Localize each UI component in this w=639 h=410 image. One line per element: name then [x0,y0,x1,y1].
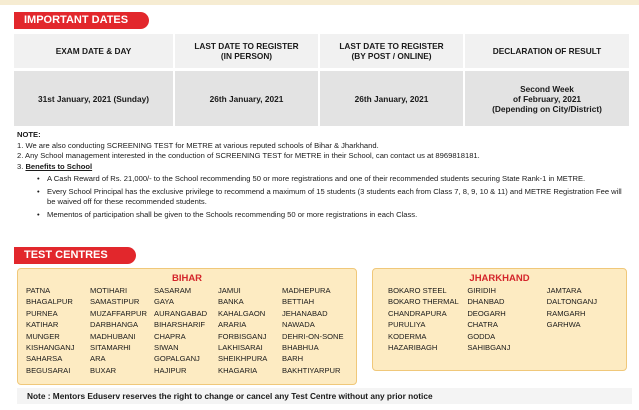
centre-name: BUXAR [90,365,117,375]
header-line: DECLARATION OF RESULT [492,46,602,56]
test-centres-banner: TEST CENTRES [14,247,136,264]
centre-name: KISHANGANJ [26,343,75,353]
value-register-in-person [174,71,319,126]
notes-section [17,130,632,222]
top-strip [0,0,639,5]
centre-name: LAKHISARAI [218,343,263,353]
centre-name: JAMTARA [546,286,582,295]
bihar-centres-panel [17,268,357,385]
benefits-title: Benefits to School [25,161,93,171]
header-register-in-person [174,34,319,68]
centre-name: SASARAM [154,286,192,295]
centre-name: BOKARO STEEL [388,286,447,295]
header-line: LAST DATE TO REGISTER [339,41,444,51]
centre-name: BARH [282,354,304,364]
centre-name: BEGUSARAI [26,365,71,375]
centre-name: KODERMA [388,331,427,341]
value-line: Second Week [520,83,574,94]
header-result-declaration [464,34,629,68]
centre-name: BIHARSHARIF [154,320,206,330]
centre-name: BAKHTIYARPUR [282,365,341,375]
header-line: (BY POST / ONLINE) [351,51,432,61]
centre-name: BETTIAH [282,297,315,307]
centre-name: AURANGABAD [154,308,208,318]
value-line: 26th January, 2021 [209,93,284,104]
centre-name: MUZAFFARPUR [90,308,147,318]
centre-name: HAJIPUR [154,365,187,375]
centre-name: DEHRI-ON-SONE [282,331,344,341]
important-dates-table [14,34,629,126]
centre-name: PATNA [26,286,51,295]
centre-name: CHATRA [467,320,498,330]
centre-name: ARA [90,354,106,364]
centre-name: SITAMARHI [90,343,131,353]
centre-name: CHAPRA [154,331,186,341]
jharkhand-centres-panel [372,268,627,371]
jharkhand-title: JHARKHAND [469,273,530,284]
header-line: EXAM DATE & DAY [55,46,132,56]
centre-name: MADHUBANI [90,331,136,341]
centre-name: MUNGER [26,331,60,341]
benefit-item: • Every School Principal has the exclusive privilege to recommend a maximum of 15 students (3 students each from Class 7, 8, 9, 10 & 11) and METRE Registration Fee will be waived off for these recommended students. [37,187,632,208]
value-register-online [319,71,464,126]
centre-name: GAYA [154,297,174,307]
dates-value-row [14,71,629,126]
value-line: of February, 2021 [512,93,582,104]
header-exam-date [14,34,174,68]
centre-name: DEOGARH [467,308,506,318]
value-line: (Depending on City/District) [492,103,602,114]
centre-name: MADHEPURA [282,286,331,295]
centre-column [388,285,467,353]
centre-name: HAZARIBAGH [388,343,438,353]
centre-name: NAWADA [282,320,315,330]
centre-column [26,285,90,376]
dates-header-row [14,34,629,68]
bottom-disclaimer: Note : Mentors Eduserv reserves the right to change or cancel any Test Centre without any prior notice [17,388,632,404]
header-register-online [319,34,464,68]
centre-name: FORBISGANJ [218,331,267,341]
centre-name: BOKARO THERMAL [388,297,459,307]
benefit-item: • A Cash Reward of Rs. 21,000/- to the School recommending 50 or more registrations and one of their recommended students securing State Rank-1 in METRE. [37,174,632,185]
centre-name: BHABHUA [282,343,319,353]
benefit-item: • Mementos of participation shall be given to the Schools recommending 50 or more registrations in each Class. [37,210,632,221]
header-line: LAST DATE TO REGISTER [194,41,299,51]
centre-column [154,285,218,376]
centre-name: GIRIDIH [467,286,497,295]
value-line: 31st January, 2021 (Sunday) [38,93,149,104]
centre-column [547,285,626,353]
note-item-3-number: 3. [17,161,26,171]
header-line: (IN PERSON) [220,51,273,61]
centre-column [90,285,154,376]
centre-name: MOTIHARI [90,286,128,295]
note-item-1: 1. We are also conducting SCREENING TEST for METRE at various reputed schools of Bihar & Jharkhand. [17,140,379,150]
centre-name: CHANDRAPURA [388,308,447,318]
centre-name: KAHALGAON [218,308,266,318]
note-item-3 [17,162,632,173]
note-item-2: 2. Any School management interested in the conduction of SCREENING TEST for METRE in their School, can contact us at 8969818181. [17,151,480,160]
centre-name: DALTONGANJ [546,297,598,307]
centre-name: SAMASTIPUR [90,297,140,307]
centre-name: JAMUI [218,286,241,295]
centre-name: KHAGARIA [218,365,258,375]
centre-name: SAHIBGANJ [467,343,511,353]
important-dates-banner: IMPORTANT DATES [14,12,149,29]
centre-name: BHAGALPUR [26,297,73,307]
centre-name: KATIHAR [26,320,59,330]
centre-name: ARARIA [218,320,247,330]
value-result-declaration [464,71,629,126]
bihar-title: BIHAR [171,273,203,284]
centre-name: GOPALGANJ [154,354,200,364]
centre-name: DARBHANGA [90,320,139,330]
centre-name: BANKA [218,297,244,307]
centre-name: GARHWA [546,320,581,330]
benefits-list [37,174,632,220]
value-line: 26th January, 2021 [354,93,429,104]
centre-name: PURNEA [26,308,58,318]
centre-column [218,285,282,376]
centre-name: GODDA [467,331,496,341]
jharkhand-centre-columns [373,285,626,353]
centre-name: SAHARSA [26,354,63,364]
value-exam-date [14,71,174,126]
notes-title: NOTE: [17,130,41,139]
bihar-centre-columns [18,285,356,376]
centre-name: SHEIKHPURA [218,354,268,364]
centre-column [282,285,346,376]
centre-name: JEHANABAD [282,308,328,318]
centre-name: RAMGARH [546,308,586,318]
centre-name: DHANBAD [467,297,505,307]
centre-name: PURULIYA [388,320,426,330]
centre-column [467,285,546,353]
centre-name: SIWAN [154,343,179,353]
